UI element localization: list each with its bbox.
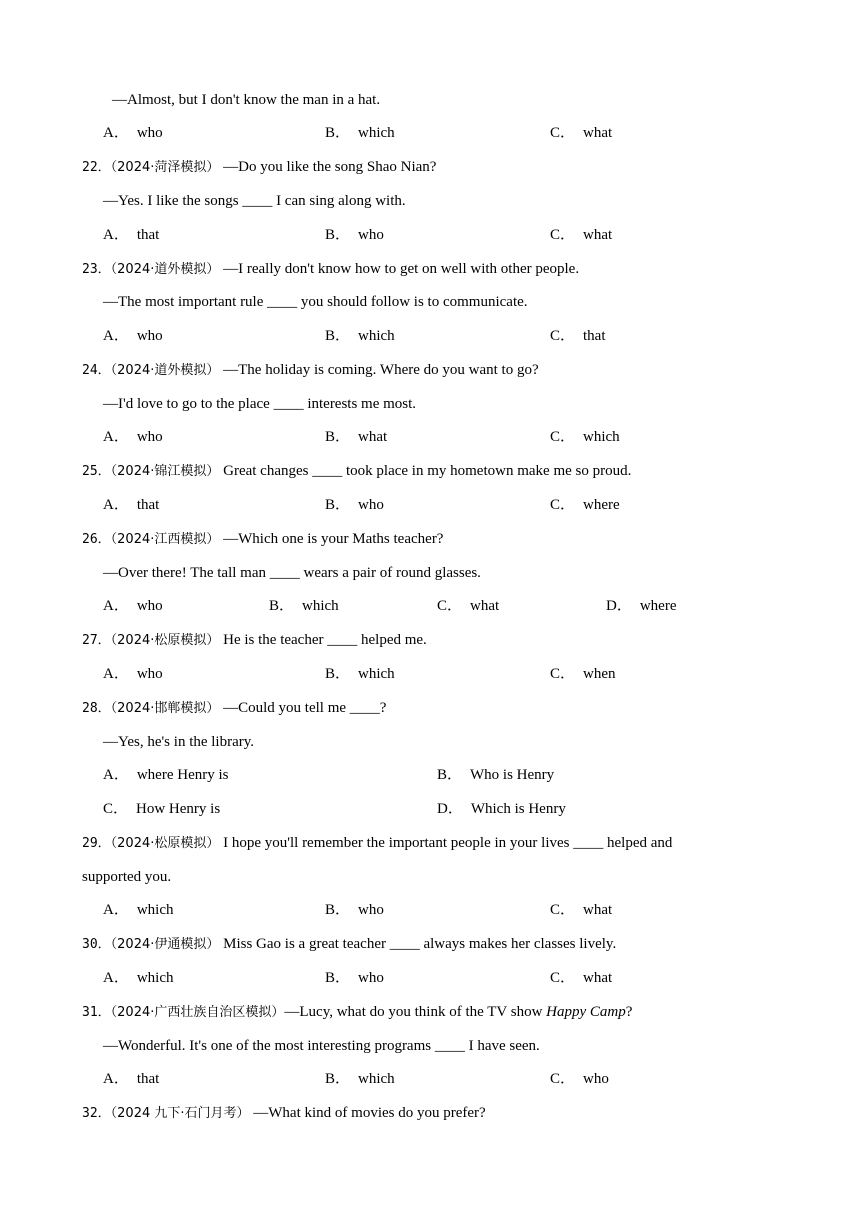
q21-option-a: A． who xyxy=(103,125,163,141)
q28-option-b: B． Who is Henry xyxy=(437,767,555,783)
q23-option-b: B． which xyxy=(325,328,395,344)
q25-option-b: B． who xyxy=(325,497,384,513)
q30-option-b: B． who xyxy=(325,970,384,986)
q22-option-c: C． what xyxy=(550,227,613,243)
q23-line2: —The most important rule ____ you should follow is to communicate. xyxy=(103,294,528,310)
q26-stem: 26．（2024·江西模拟） —Which one is your Maths teacher? xyxy=(82,531,444,547)
q31-option-b: B． which xyxy=(325,1071,395,1087)
q26-option-a: A． who xyxy=(103,598,163,614)
q21-line2: —Almost, but I don't know the man in a hat. xyxy=(112,92,381,108)
q25-stem: 25．（2024·锦江模拟） Great changes ____ took place in my hometown make me so proud. xyxy=(82,463,632,479)
q24-line2: —I'd love to go to the place ____ interests me most. xyxy=(103,396,417,412)
q29-option-c: C． what xyxy=(550,902,613,918)
q29-option-b: B． who xyxy=(325,902,384,918)
q30-stem: 30．（2024·伊通模拟） Miss Gao is a great teacher ____ always makes her classes lively. xyxy=(82,936,617,952)
q30-option-c: C． what xyxy=(550,970,613,986)
q31-line2: —Wonderful. It's one of the most interesting programs ____ I have seen. xyxy=(103,1038,540,1054)
q28-option-c: C． How Henry is xyxy=(103,801,221,817)
q27-option-c: C． when xyxy=(550,666,616,682)
q23-option-c: C． that xyxy=(550,328,606,344)
q24-option-a: A． who xyxy=(103,429,163,445)
q26-line2: —Over there! The tall man ____ wears a pair of round glasses. xyxy=(103,565,481,581)
q21-option-c: C． what xyxy=(550,125,613,141)
q22-option-b: B． who xyxy=(325,227,384,243)
q22-option-a: A． that xyxy=(103,227,160,243)
q22-line2: —Yes. I like the songs ____ I can sing along with. xyxy=(103,193,406,209)
q23-stem: 23．（2024·道外模拟） —I really don't know how to get on well with other people. xyxy=(82,261,580,277)
q31-option-c: C． who xyxy=(550,1071,609,1087)
q31-stem: 31．（2024·广西壮族自治区模拟）—Lucy, what do you think of the TV show Happy Camp? xyxy=(82,1004,633,1020)
q29-line2: supported you. xyxy=(82,869,172,885)
q28-option-d: D． Which is Henry xyxy=(437,801,566,817)
q24-stem: 24．（2024·道外模拟） —The holiday is coming. Where do you want to go? xyxy=(82,362,539,378)
q25-option-a: A． that xyxy=(103,497,160,513)
q29-stem: 29．（2024·松原模拟） I hope you'll remember the important people in your lives ____ helped and xyxy=(82,835,673,851)
q32-stem: 32．（2024 九下·石门月考） —What kind of movies do you prefer? xyxy=(82,1105,486,1121)
q26-option-c: C． what xyxy=(437,598,500,614)
q27-option-a: A． who xyxy=(103,666,163,682)
q23-option-a: A． who xyxy=(103,328,163,344)
q28-option-a: A． where Henry is xyxy=(103,767,229,783)
q28-line2: —Yes, he's in the library. xyxy=(103,734,255,750)
q22-stem: 22．（2024·菏泽模拟） —Do you like the song Shao Nian? xyxy=(82,159,437,175)
q24-option-c: C． which xyxy=(550,429,620,445)
q26-option-d: D． where xyxy=(606,598,677,614)
q30-option-a: A． which xyxy=(103,970,174,986)
q24-option-b: B． what xyxy=(325,429,388,445)
q21-option-b: B． which xyxy=(325,125,395,141)
q27-stem: 27．（2024·松原模拟） He is the teacher ____ helped me. xyxy=(82,632,427,648)
q31-option-a: A． that xyxy=(103,1071,160,1087)
q28-stem: 28．（2024·邯郸模拟） —Could you tell me ____? xyxy=(82,700,387,716)
q26-option-b: B． which xyxy=(269,598,339,614)
q27-option-b: B． which xyxy=(325,666,395,682)
q29-option-a: A． which xyxy=(103,902,174,918)
q25-option-c: C． where xyxy=(550,497,620,513)
